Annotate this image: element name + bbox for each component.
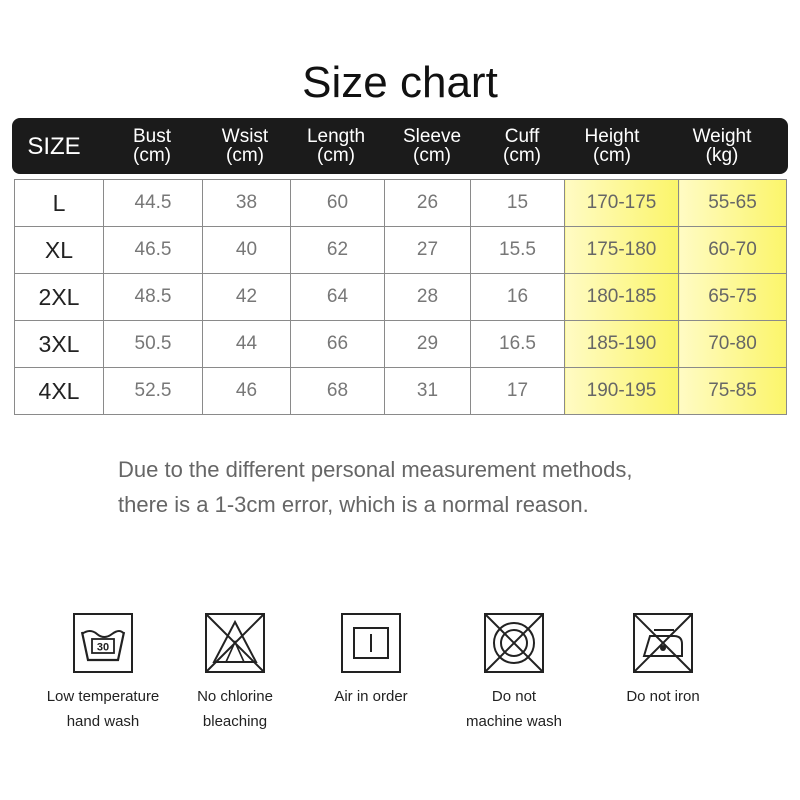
note-line: there is a 1-3cm error, which is a normal reason.: [118, 492, 589, 517]
header-unit: (cm): [413, 145, 451, 166]
header-length: [289, 118, 383, 174]
height-cell: 175-180: [565, 227, 679, 274]
height-cell: 190-195: [565, 368, 679, 415]
header-sleeve: [383, 118, 481, 174]
cuff-cell: 16.5: [471, 321, 565, 368]
header-waist: [200, 118, 290, 174]
header-size: [12, 118, 96, 174]
header-label: Height: [584, 126, 640, 147]
cuff-cell: 15.5: [471, 227, 565, 274]
page-title: Size chart: [302, 58, 498, 107]
sleeve-cell: 29: [385, 321, 471, 368]
header-label: Bust: [132, 126, 172, 147]
header-cuff: [477, 118, 567, 174]
size-cell: L: [15, 180, 104, 227]
length-cell: 68: [291, 368, 385, 415]
waist-cell: 44: [203, 321, 291, 368]
sleeve-cell: 27: [385, 227, 471, 274]
size-cell: 2XL: [15, 274, 104, 321]
care-label-line: Air in order: [334, 688, 408, 705]
header-label: Length: [306, 126, 366, 147]
header-bust: [102, 118, 202, 174]
care-label-line: machine wash: [466, 713, 562, 730]
table-row: [15, 180, 787, 227]
care-label-line: Do not: [491, 688, 537, 705]
no-machine-wash-icon: [483, 612, 545, 674]
cuff-cell: 17: [471, 368, 565, 415]
care-label: [439, 684, 589, 734]
no-chlorine-bleach-icon: [204, 612, 266, 674]
header-height: [564, 118, 660, 174]
header-label: SIZE: [27, 132, 81, 160]
care-no-machine-wash: [439, 612, 589, 734]
care-air-dry: [296, 612, 446, 709]
sleeve-cell: 31: [385, 368, 471, 415]
care-label-line: No chlorine: [197, 688, 273, 705]
sleeve-cell: 28: [385, 274, 471, 321]
care-label: [296, 684, 446, 709]
size-cell: 4XL: [15, 368, 104, 415]
bust-cell: 50.5: [104, 321, 203, 368]
header-unit: (cm): [317, 145, 355, 166]
length-cell: 66: [291, 321, 385, 368]
size-cell: 3XL: [15, 321, 104, 368]
header-unit: (cm): [503, 145, 541, 166]
table-header: [12, 118, 788, 174]
waist-cell: 42: [203, 274, 291, 321]
care-label: [588, 684, 738, 709]
waist-cell: 40: [203, 227, 291, 274]
height-cell: 180-185: [565, 274, 679, 321]
table-row: [15, 274, 787, 321]
weight-cell: 75-85: [679, 368, 787, 415]
bust-cell: 44.5: [104, 180, 203, 227]
length-cell: 64: [291, 274, 385, 321]
size-cell: XL: [15, 227, 104, 274]
header-label: Cuff: [504, 126, 540, 147]
care-hand-wash: [28, 612, 178, 734]
do-not-iron-icon: [632, 612, 694, 674]
care-label-line: bleaching: [202, 713, 268, 730]
weight-cell: 70-80: [679, 321, 787, 368]
table-row: [15, 368, 787, 415]
bust-cell: 52.5: [104, 368, 203, 415]
size-table: [14, 179, 787, 415]
weight-cell: 60-70: [679, 227, 787, 274]
care-label-line: Low temperature: [46, 688, 160, 705]
cuff-cell: 15: [471, 180, 565, 227]
care-label: [160, 684, 310, 734]
waist-cell: 46: [203, 368, 291, 415]
header-label: Wsist: [221, 126, 269, 147]
height-cell: 170-175: [565, 180, 679, 227]
length-cell: 62: [291, 227, 385, 274]
hand-wash-30-icon: [72, 612, 134, 674]
care-label: [28, 684, 178, 734]
measurement-note: [118, 452, 758, 522]
header-label: Weight: [692, 126, 752, 147]
table-row: [15, 321, 787, 368]
weight-cell: 65-75: [679, 274, 787, 321]
sleeve-cell: 26: [385, 180, 471, 227]
header-unit: (kg): [705, 145, 739, 166]
weight-cell: 55-65: [679, 180, 787, 227]
header-label: Sleeve: [402, 126, 462, 147]
air-dry-icon: [340, 612, 402, 674]
header-unit: (cm): [593, 145, 631, 166]
waist-cell: 38: [203, 180, 291, 227]
header-unit: (cm): [226, 145, 264, 166]
header-unit: (cm): [133, 145, 171, 166]
bust-cell: 46.5: [104, 227, 203, 274]
header-weight: [677, 118, 767, 174]
length-cell: 60: [291, 180, 385, 227]
care-label-line: hand wash: [66, 713, 140, 730]
care-no-iron: [588, 612, 738, 709]
wash-temp-label: 30: [96, 641, 110, 654]
note-line: Due to the different personal measurement methods,: [118, 457, 633, 482]
height-cell: 185-190: [565, 321, 679, 368]
care-no-bleach: [160, 612, 310, 734]
cuff-cell: 16: [471, 274, 565, 321]
care-label-line: Do not iron: [626, 688, 700, 705]
bust-cell: 48.5: [104, 274, 203, 321]
table-row: [15, 227, 787, 274]
